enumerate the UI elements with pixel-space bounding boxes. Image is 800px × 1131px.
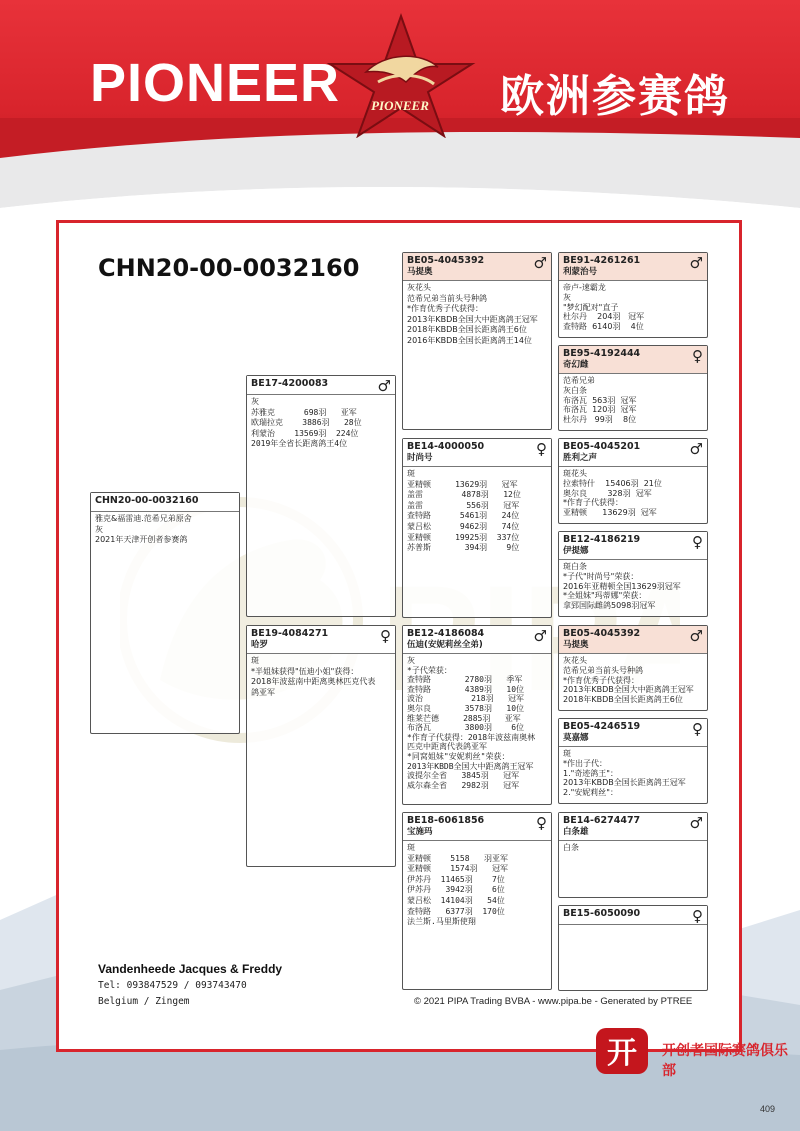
logo-text: PIONEER — [371, 98, 429, 113]
card-line: 灰 — [407, 656, 415, 665]
card-line: 2018年KBDB全国长距离鸽王6位 — [563, 695, 683, 705]
ring-number: BE05-4045392 — [563, 628, 641, 639]
ring-number: BE17-4200083 — [251, 378, 329, 389]
card-body — [403, 467, 551, 556]
pigeon-name: 利蒙治号 — [563, 267, 598, 277]
copyright-notice: © 2021 PIPA Trading BVBA - www.pipa.be - Generated by PTREE — [414, 996, 693, 1007]
pigeon-name: 伊提娜 — [563, 546, 589, 556]
female-icon: ♀ — [692, 347, 703, 365]
male-icon: ♂ — [533, 627, 547, 645]
card-line: *作出子代： — [563, 758, 607, 768]
card-line: 斑 — [251, 656, 259, 665]
owner-name: Vandenheede Jacques & Freddy — [98, 962, 283, 976]
male-icon: ♂ — [689, 627, 703, 645]
card-line: *子代"时尚号"荣获： — [563, 571, 639, 581]
grandsire-dam-side-card — [402, 625, 552, 805]
card-line: 亚精顿 1574羽 冠军 — [407, 864, 508, 874]
card-line: *半姐妹获得"伍迪小姐"获得： — [251, 666, 359, 676]
ring-number: BE18-6061856 — [407, 815, 485, 826]
card-line: 2018年波兹南中距离奥林匹克代表 — [251, 677, 376, 687]
card-body — [91, 512, 239, 548]
ring-number: BE12-4186084 — [407, 628, 485, 639]
card-line: 伊苏丹 11465羽 7位 — [407, 874, 505, 884]
female-icon: ♀ — [536, 814, 547, 832]
ring-number: BE05-4246519 — [563, 721, 641, 732]
card-body — [403, 281, 551, 349]
card-line: 奥尔良 3578羽 10位 — [407, 703, 525, 713]
card-line: 奥尔良 328羽 冠军 — [563, 488, 652, 498]
card-line: 斑 — [407, 469, 415, 478]
card-line: 苏雅克 698羽 亚军 — [251, 407, 357, 417]
owner-location: Belgium / Zingem — [98, 996, 190, 1007]
card-line: 法兰斯.马里斯使翔 — [407, 917, 476, 927]
card-line: 灰花头 — [407, 283, 431, 292]
ggp-card — [558, 812, 708, 898]
card-body — [559, 841, 707, 856]
card-body — [559, 374, 707, 427]
card-line: 灰 — [563, 292, 571, 302]
card-line: 灰 — [251, 397, 259, 406]
female-icon: ♀ — [380, 627, 391, 645]
ring-number: BE05-4045392 — [407, 255, 485, 266]
card-body — [403, 654, 551, 792]
card-line: 灰 — [95, 524, 103, 534]
card-header — [403, 439, 551, 467]
card-line: 亚精顿 13629羽 冠军 — [563, 508, 657, 518]
dam-card — [246, 625, 396, 867]
card-body — [559, 747, 707, 800]
card-line: 2018年KBDB全国长距离鸽王6位 — [407, 325, 527, 335]
card-line: 2021年天津开创者参赛鸽 — [95, 535, 188, 545]
card-header — [559, 813, 707, 841]
card-line: 斑 — [407, 843, 415, 852]
card-header — [559, 906, 707, 925]
card-line: 拉索特什 15406羽 21位 — [563, 478, 662, 488]
ring-number: BE12-4186219 — [563, 534, 641, 545]
pigeon-name: 宝施玛 — [407, 827, 433, 837]
club-name: 开创者国际赛鸽俱乐部 — [662, 1043, 788, 1079]
ring-number: BE91-4261261 — [563, 255, 641, 266]
card-line: 灰花头 — [563, 656, 587, 665]
female-icon: ♀ — [692, 720, 703, 738]
card-header — [559, 532, 707, 560]
card-line: 2016年亚精顿全国13629羽冠军 — [563, 581, 681, 591]
card-line: 白条 — [563, 843, 579, 852]
card-line: *作育优秀子代获得： — [563, 675, 639, 685]
card-header — [559, 253, 707, 281]
card-line: 盖雷 4878羽 12位 — [407, 490, 521, 500]
card-body — [559, 654, 707, 707]
card-header — [559, 719, 707, 747]
club-seal-logo-icon — [592, 1024, 652, 1078]
male-icon: ♂ — [533, 254, 547, 272]
male-icon: ♂ — [689, 814, 703, 832]
subject-card — [90, 492, 240, 734]
male-icon: ♂ — [689, 254, 703, 272]
card-body — [559, 281, 707, 334]
card-header — [403, 626, 551, 654]
card-line: 欧瑞拉克 3886羽 28位 — [251, 418, 362, 428]
card-line: 维莱芒德 2885羽 亚军 — [407, 713, 521, 723]
card-line: 斑白条 — [563, 562, 587, 571]
pigeon-name: 时尚号 — [407, 453, 433, 463]
ggp-card — [558, 905, 708, 991]
card-line: 波提尔全省 3845羽 冠军 — [407, 771, 520, 781]
card-line: 2."安妮莉丝"： — [563, 788, 618, 798]
card-line: 苏普斯 394羽 9位 — [407, 543, 520, 553]
card-body — [403, 841, 551, 930]
female-icon: ♀ — [692, 907, 703, 925]
ring-number: BE19-4084271 — [251, 628, 329, 639]
card-line: 查特路 5461羽 24位 — [407, 511, 520, 521]
card-line: 灰白条 — [563, 385, 587, 395]
ring-number: BE15-6050090 — [563, 908, 641, 919]
card-line: *全姐妹"玛蒂娜"荣获： — [563, 591, 647, 601]
male-icon: ♂ — [377, 377, 391, 395]
ggp-card — [558, 531, 708, 617]
card-line: 布洛瓦 3800羽 6位 — [407, 723, 525, 733]
card-line: 范希兄弟当前头号种鸽 — [563, 665, 643, 675]
card-line: 杜尔丹 99羽 8位 — [563, 415, 637, 425]
card-line: 帝卢-速霸龙 — [563, 283, 606, 292]
pigeon-name: 马提奥 — [563, 640, 589, 650]
ggp-card — [558, 252, 708, 338]
page-title-cn: 欧洲参赛鸽 — [500, 71, 730, 122]
sire-card — [246, 375, 396, 617]
pedigree-id: CHN20-00-0032160 — [98, 254, 360, 282]
ring-number: BE95-4192444 — [563, 348, 641, 359]
card-line: 盖雷 556羽 冠军 — [407, 500, 520, 510]
pioneer-star-logo-icon — [326, 12, 476, 138]
card-header — [403, 253, 551, 281]
ggp-card — [558, 625, 708, 711]
card-line: *作育优秀子代获得： — [407, 304, 483, 314]
card-line: 威尔森全省 2982羽 冠军 — [407, 780, 520, 790]
pigeon-name: 莫嘉娜 — [563, 733, 589, 743]
card-line: 2013年KBDB全国大中距离鸽王冠军 — [563, 685, 694, 695]
card-line: 拿郅国际雌鸽5098羽冠军 — [563, 601, 656, 611]
card-line: 斑花头 — [563, 469, 587, 478]
ggp-card — [558, 718, 708, 804]
pigeon-name: 胜利之声 — [563, 453, 598, 463]
card-line: 伊苏丹 3942羽 6位 — [407, 885, 505, 895]
card-line: 布洛瓦 120羽 冠军 — [563, 405, 637, 415]
card-header — [559, 626, 707, 654]
card-line: "梦幻配对"直子 — [563, 302, 619, 312]
card-line: 范希兄弟 — [563, 376, 595, 385]
ring-number: BE14-6274477 — [563, 815, 641, 826]
card-line: 匹克中距离代表鸽亚军 — [407, 742, 487, 752]
card-body — [247, 395, 395, 452]
owner-phone: Tel: 093847529 / 093743470 — [98, 980, 247, 991]
card-line: 蒙吕松 14104羽 54位 — [407, 895, 505, 905]
card-header — [403, 813, 551, 841]
ring-number: BE05-4045201 — [563, 441, 641, 452]
card-line: 2016年KBDB全国长距离鸽王14位 — [407, 335, 532, 345]
card-body — [559, 467, 707, 520]
card-line: 波治 218羽 冠军 — [407, 694, 525, 704]
card-line: 查特路 6140羽 4位 — [563, 322, 644, 332]
brand-title: PIONEER — [90, 53, 341, 113]
card-line: 2019年全省长距离鸽王4位 — [251, 439, 348, 449]
granddam-sire-side-card — [402, 438, 552, 618]
granddam-dam-side-card — [402, 812, 552, 990]
card-line: 2013年KBDB全国大中距离鸽王冠军 — [407, 314, 538, 324]
card-line: *作育子代获得： — [563, 498, 623, 508]
card-header — [247, 626, 395, 654]
card-header — [91, 493, 239, 512]
card-line: 鸽亚军 — [251, 687, 275, 697]
card-line: 查特路 4389羽 10位 — [407, 684, 525, 694]
card-line: 范希兄弟当前头号种鸽 — [407, 293, 487, 303]
card-line: 利蒙治 13569羽 224位 — [251, 428, 359, 438]
female-icon: ♀ — [692, 533, 703, 551]
card-line: *子代荣获： — [407, 665, 452, 675]
card-line: *作育子代获得：2018年波兹南奥林 — [407, 732, 536, 742]
card-header — [559, 439, 707, 467]
pigeon-name: 哈罗 — [251, 640, 269, 650]
card-line: 布洛瓦 563羽 冠军 — [563, 395, 637, 405]
pigeon-name: 马提奥 — [407, 267, 433, 277]
card-line: 查特路 2780羽 季军 — [407, 675, 523, 685]
ring-number: BE14-4000050 — [407, 441, 485, 452]
card-line: 亚精顿 19925羽 337位 — [407, 532, 520, 542]
card-body — [559, 560, 707, 613]
card-line: 斑 — [563, 749, 571, 758]
card-header — [559, 346, 707, 374]
pigeon-name: 伍迪(安妮莉丝全弟) — [407, 640, 483, 650]
card-line: 蒙吕松 9462羽 74位 — [407, 521, 520, 531]
card-line: 雅克&福雷迪.范希兄弟原舍 — [95, 514, 192, 523]
card-header — [247, 376, 395, 395]
svg-text:开: 开 — [607, 1036, 637, 1071]
card-line: 亚精顿 13629羽 冠军 — [407, 479, 518, 489]
ggp-card — [558, 438, 708, 524]
card-line: 亚精顿 5158 羽亚军 — [407, 853, 508, 863]
pigeon-name: 白条雄 — [563, 827, 589, 837]
card-line: *同窝姐妹"安妮莉丝"荣获： — [407, 751, 510, 761]
card-line: 查特路 6377羽 170位 — [407, 906, 505, 916]
ggp-card — [558, 345, 708, 431]
page-number: 409 — [760, 1104, 776, 1114]
ring-number: CHN20-00-0032160 — [95, 495, 199, 506]
female-icon: ♀ — [536, 440, 547, 458]
card-line: 2013年KBDB全国长距离鸽王冠军 — [563, 778, 686, 788]
pigeon-name: 奇幻雌 — [563, 360, 589, 370]
card-line: 1."奇迹鸽王"： — [563, 768, 618, 778]
card-line: 2013年KBDB全国大中距离鸽王冠军 — [407, 761, 534, 771]
male-icon: ♂ — [689, 440, 703, 458]
card-line: 杜尔丹 204羽 冠军 — [563, 312, 645, 322]
card-body — [247, 654, 395, 700]
grandsire-sire-side-card — [402, 252, 552, 430]
